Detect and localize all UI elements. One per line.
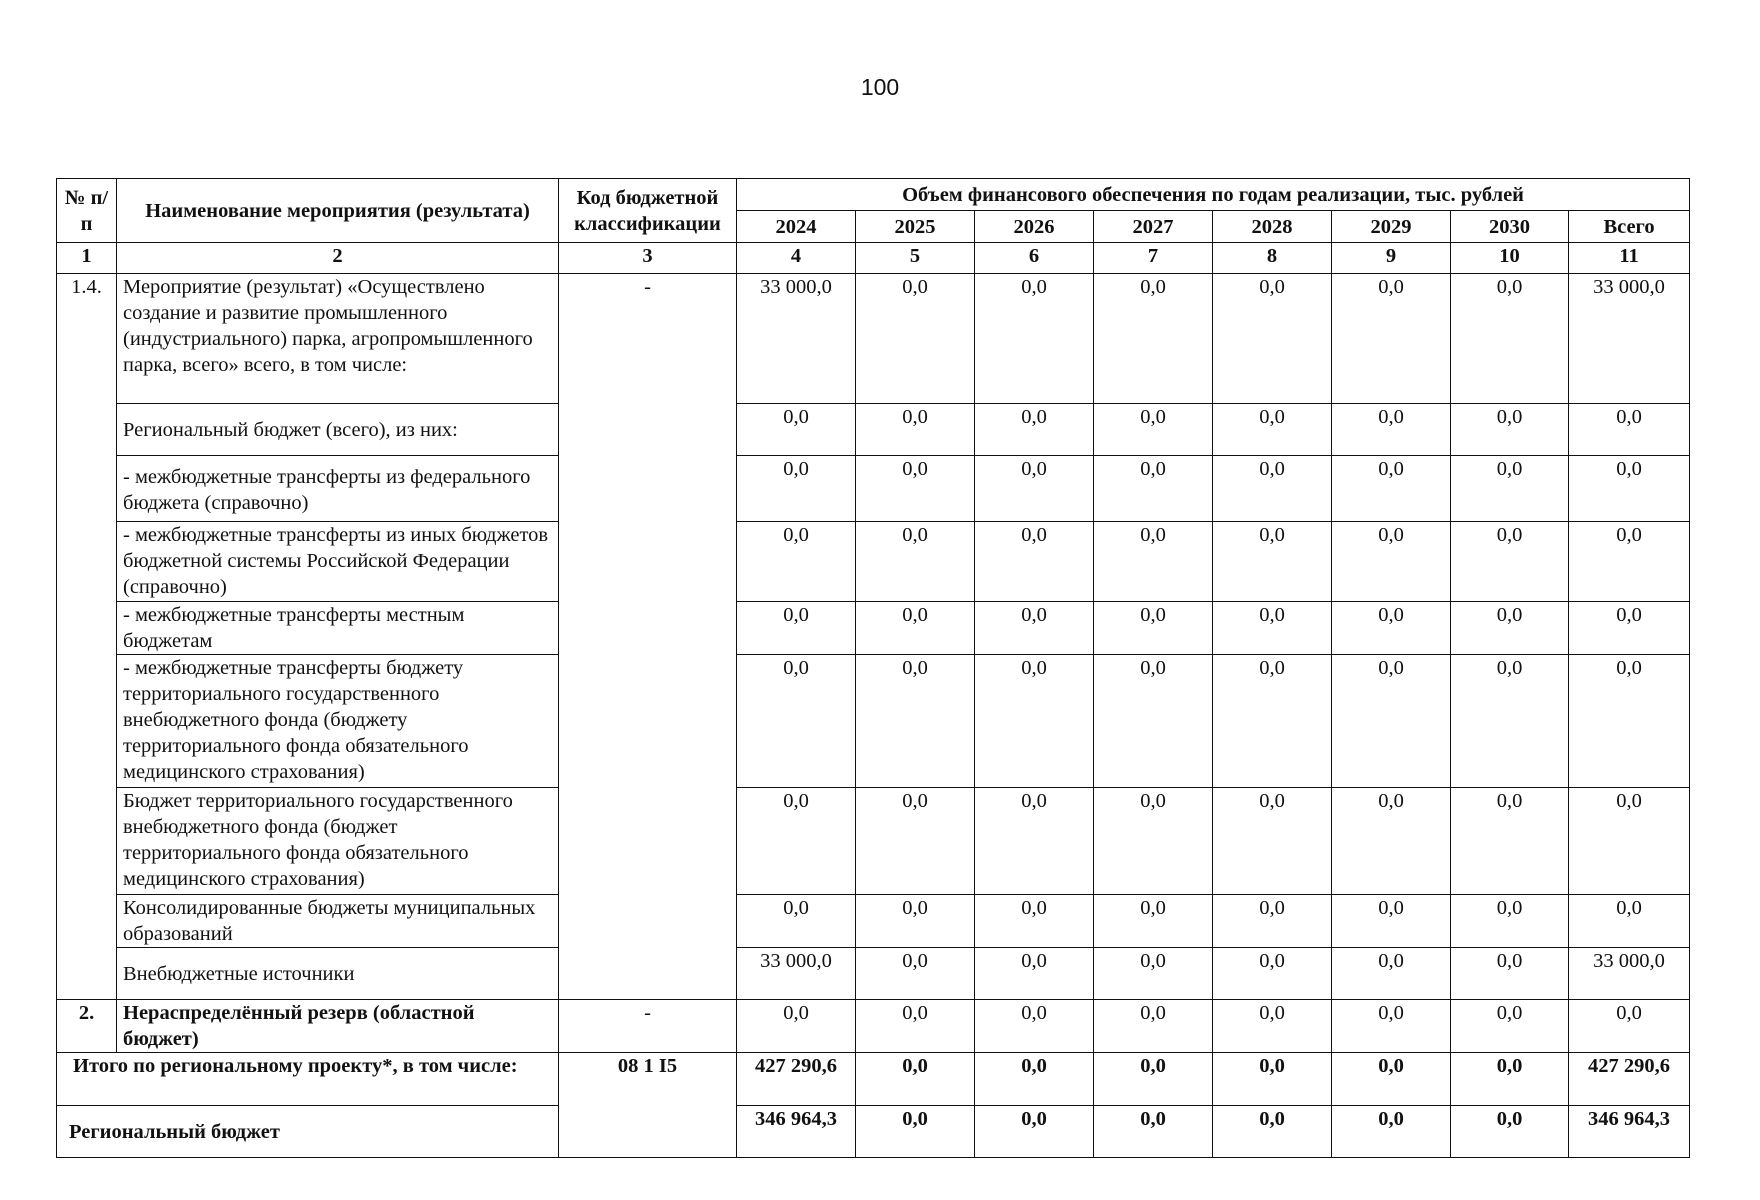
- value-cell: 0,0: [737, 456, 856, 522]
- value-cell: 0,0: [975, 1106, 1094, 1158]
- value-cell: 0,0: [1094, 895, 1213, 948]
- value-cell: 33 000,0: [1569, 948, 1690, 1000]
- value-cell: 0,0: [1451, 602, 1569, 655]
- row-number: 2.: [57, 1000, 117, 1053]
- value-cell: 0,0: [975, 655, 1094, 788]
- header-year: 2026: [975, 211, 1094, 243]
- column-number: 2: [117, 243, 559, 274]
- row-label: Мероприятие (результат) «Осуществлено создание и развитие промышленного (индустриального) парка, агропромышленного парка, всего» всего, в том числе:: [117, 274, 559, 404]
- value-cell: 0,0: [1451, 788, 1569, 895]
- value-cell: 0,0: [737, 404, 856, 456]
- header-year: 2029: [1332, 211, 1451, 243]
- header-year: 2028: [1213, 211, 1332, 243]
- value-cell: 0,0: [975, 522, 1094, 602]
- header-volume: Объем финансового обеспечения по годам реализации, тыс. рублей: [737, 179, 1690, 211]
- value-cell: 0,0: [1332, 895, 1451, 948]
- value-cell: 0,0: [1332, 655, 1451, 788]
- value-cell: 0,0: [1332, 1106, 1451, 1158]
- column-number: 3: [559, 243, 737, 274]
- value-cell: 0,0: [1332, 602, 1451, 655]
- row-label: Бюджет территориального государственного внебюджетного фонда (бюджет территориального фонда обязательного медицинского страхования): [117, 788, 559, 895]
- value-cell: 0,0: [1451, 1106, 1569, 1158]
- value-cell: 0,0: [1094, 948, 1213, 1000]
- table-row: [57, 404, 1690, 456]
- total-label: Итого по региональному проекту*, в том числе:: [57, 1053, 559, 1106]
- header-code: Код бюджетной классификации: [559, 179, 737, 243]
- row-label: - межбюджетные трансферты из федерального бюджета (справочно): [117, 456, 559, 522]
- row-label: Консолидированные бюджеты муниципальных образований: [117, 895, 559, 948]
- row-label: - межбюджетные трансферты местным бюджетам: [117, 602, 559, 655]
- table-row: [57, 602, 1690, 655]
- table-row: [57, 1000, 1690, 1053]
- value-cell: 0,0: [975, 1000, 1094, 1053]
- total-row: [57, 1053, 1690, 1106]
- table-row: [57, 655, 1690, 788]
- value-cell: 427 290,6: [1569, 1053, 1690, 1106]
- table-row: [57, 522, 1690, 602]
- budget-code: 08 1 I5: [559, 1053, 737, 1158]
- value-cell: 0,0: [1332, 522, 1451, 602]
- value-cell: 0,0: [856, 1106, 975, 1158]
- page-number: 100: [860, 74, 900, 100]
- column-number: 6: [975, 243, 1094, 274]
- value-cell: 0,0: [1213, 274, 1332, 404]
- value-cell: 0,0: [975, 456, 1094, 522]
- header-year: 2027: [1094, 211, 1213, 243]
- value-cell: 0,0: [1094, 655, 1213, 788]
- column-number: 9: [1332, 243, 1451, 274]
- value-cell: 0,0: [1332, 948, 1451, 1000]
- value-cell: 0,0: [1332, 456, 1451, 522]
- value-cell: 0,0: [975, 1053, 1094, 1106]
- header-name: Наименование мероприятия (результата): [117, 179, 559, 243]
- value-cell: 0,0: [1094, 602, 1213, 655]
- value-cell: 0,0: [856, 274, 975, 404]
- value-cell: 0,0: [1094, 1000, 1213, 1053]
- financing-table: [56, 178, 1690, 1158]
- value-cell: 0,0: [1213, 602, 1332, 655]
- value-cell: 0,0: [1213, 1000, 1332, 1053]
- value-cell: 346 964,3: [1569, 1106, 1690, 1158]
- value-cell: 0,0: [737, 522, 856, 602]
- value-cell: 0,0: [1094, 404, 1213, 456]
- value-cell: 0,0: [1213, 522, 1332, 602]
- column-number: 4: [737, 243, 856, 274]
- header-no: № п/п: [57, 179, 117, 243]
- regional-label: Региональный бюджет: [57, 1106, 559, 1158]
- column-number: 11: [1569, 243, 1690, 274]
- budget-code: -: [559, 1000, 737, 1053]
- value-cell: 0,0: [1332, 1000, 1451, 1053]
- value-cell: 0,0: [737, 655, 856, 788]
- value-cell: 0,0: [1451, 522, 1569, 602]
- value-cell: 0,0: [1451, 655, 1569, 788]
- value-cell: 0,0: [1094, 1106, 1213, 1158]
- value-cell: 0,0: [1094, 1053, 1213, 1106]
- table-row: [57, 274, 1690, 404]
- value-cell: 33 000,0: [737, 274, 856, 404]
- row-number: 1.4.: [57, 274, 117, 1000]
- value-cell: 0,0: [1213, 788, 1332, 895]
- value-cell: 0,0: [737, 602, 856, 655]
- value-cell: 0,0: [1213, 1053, 1332, 1106]
- value-cell: 0,0: [1569, 404, 1690, 456]
- value-cell: 427 290,6: [737, 1053, 856, 1106]
- column-number: 1: [57, 243, 117, 274]
- value-cell: 0,0: [1332, 788, 1451, 895]
- value-cell: 0,0: [1094, 456, 1213, 522]
- value-cell: 33 000,0: [1569, 274, 1690, 404]
- row-label: - межбюджетные трансферты из иных бюджетов бюджетной системы Российской Федерации (справочно): [117, 522, 559, 602]
- value-cell: 0,0: [1569, 602, 1690, 655]
- value-cell: 0,0: [1569, 788, 1690, 895]
- row-label: - межбюджетные трансферты бюджету территориального государственного внебюджетного фонда (бюджету территориального фонда обязательного медицинского страхования): [117, 655, 559, 788]
- value-cell: 0,0: [975, 948, 1094, 1000]
- value-cell: 0,0: [975, 895, 1094, 948]
- budget-code: -: [559, 274, 737, 1000]
- value-cell: 0,0: [1094, 522, 1213, 602]
- table-row: [57, 948, 1690, 1000]
- column-number: 10: [1451, 243, 1569, 274]
- column-number: 8: [1213, 243, 1332, 274]
- value-cell: 0,0: [856, 1053, 975, 1106]
- value-cell: 0,0: [1213, 456, 1332, 522]
- value-cell: 0,0: [1213, 948, 1332, 1000]
- value-cell: 0,0: [856, 602, 975, 655]
- header-total: Всего: [1569, 211, 1690, 243]
- value-cell: 0,0: [1451, 404, 1569, 456]
- value-cell: 0,0: [737, 1000, 856, 1053]
- value-cell: 0,0: [1332, 274, 1451, 404]
- column-number: 5: [856, 243, 975, 274]
- value-cell: 0,0: [856, 404, 975, 456]
- value-cell: 0,0: [1332, 404, 1451, 456]
- value-cell: 0,0: [1451, 1000, 1569, 1053]
- value-cell: 0,0: [856, 948, 975, 1000]
- value-cell: 0,0: [737, 895, 856, 948]
- value-cell: 0,0: [1569, 895, 1690, 948]
- value-cell: 0,0: [975, 788, 1094, 895]
- value-cell: 0,0: [856, 655, 975, 788]
- value-cell: 0,0: [975, 274, 1094, 404]
- value-cell: 0,0: [1213, 655, 1332, 788]
- value-cell: 0,0: [1094, 788, 1213, 895]
- value-cell: 0,0: [1094, 274, 1213, 404]
- regional-budget-row: [57, 1106, 1690, 1158]
- column-number: 7: [1094, 243, 1213, 274]
- header-year: 2030: [1451, 211, 1569, 243]
- row-label: Внебюджетные источники: [117, 948, 559, 1000]
- value-cell: 0,0: [1332, 1053, 1451, 1106]
- value-cell: 33 000,0: [737, 948, 856, 1000]
- value-cell: 0,0: [1451, 456, 1569, 522]
- value-cell: 0,0: [856, 788, 975, 895]
- value-cell: 0,0: [1569, 522, 1690, 602]
- column-numbers-row: [57, 243, 1690, 274]
- value-cell: 0,0: [856, 895, 975, 948]
- value-cell: 0,0: [1451, 274, 1569, 404]
- value-cell: 0,0: [1213, 404, 1332, 456]
- value-cell: 346 964,3: [737, 1106, 856, 1158]
- value-cell: 0,0: [1451, 948, 1569, 1000]
- row-label: Нераспределённый резерв (областной бюджет): [117, 1000, 559, 1053]
- value-cell: 0,0: [1213, 895, 1332, 948]
- value-cell: 0,0: [856, 456, 975, 522]
- value-cell: 0,0: [856, 1000, 975, 1053]
- table-row: [57, 895, 1690, 948]
- value-cell: 0,0: [737, 788, 856, 895]
- header-year: 2024: [737, 211, 856, 243]
- value-cell: 0,0: [1213, 1106, 1332, 1158]
- value-cell: 0,0: [1569, 456, 1690, 522]
- row-label: Региональный бюджет (всего), из них:: [117, 404, 559, 456]
- value-cell: 0,0: [1569, 655, 1690, 788]
- table-row: [57, 788, 1690, 895]
- value-cell: 0,0: [1569, 1000, 1690, 1053]
- value-cell: 0,0: [1451, 895, 1569, 948]
- table-row: [57, 456, 1690, 522]
- value-cell: 0,0: [1451, 1053, 1569, 1106]
- value-cell: 0,0: [975, 404, 1094, 456]
- header-year: 2025: [856, 211, 975, 243]
- value-cell: 0,0: [856, 522, 975, 602]
- value-cell: 0,0: [975, 602, 1094, 655]
